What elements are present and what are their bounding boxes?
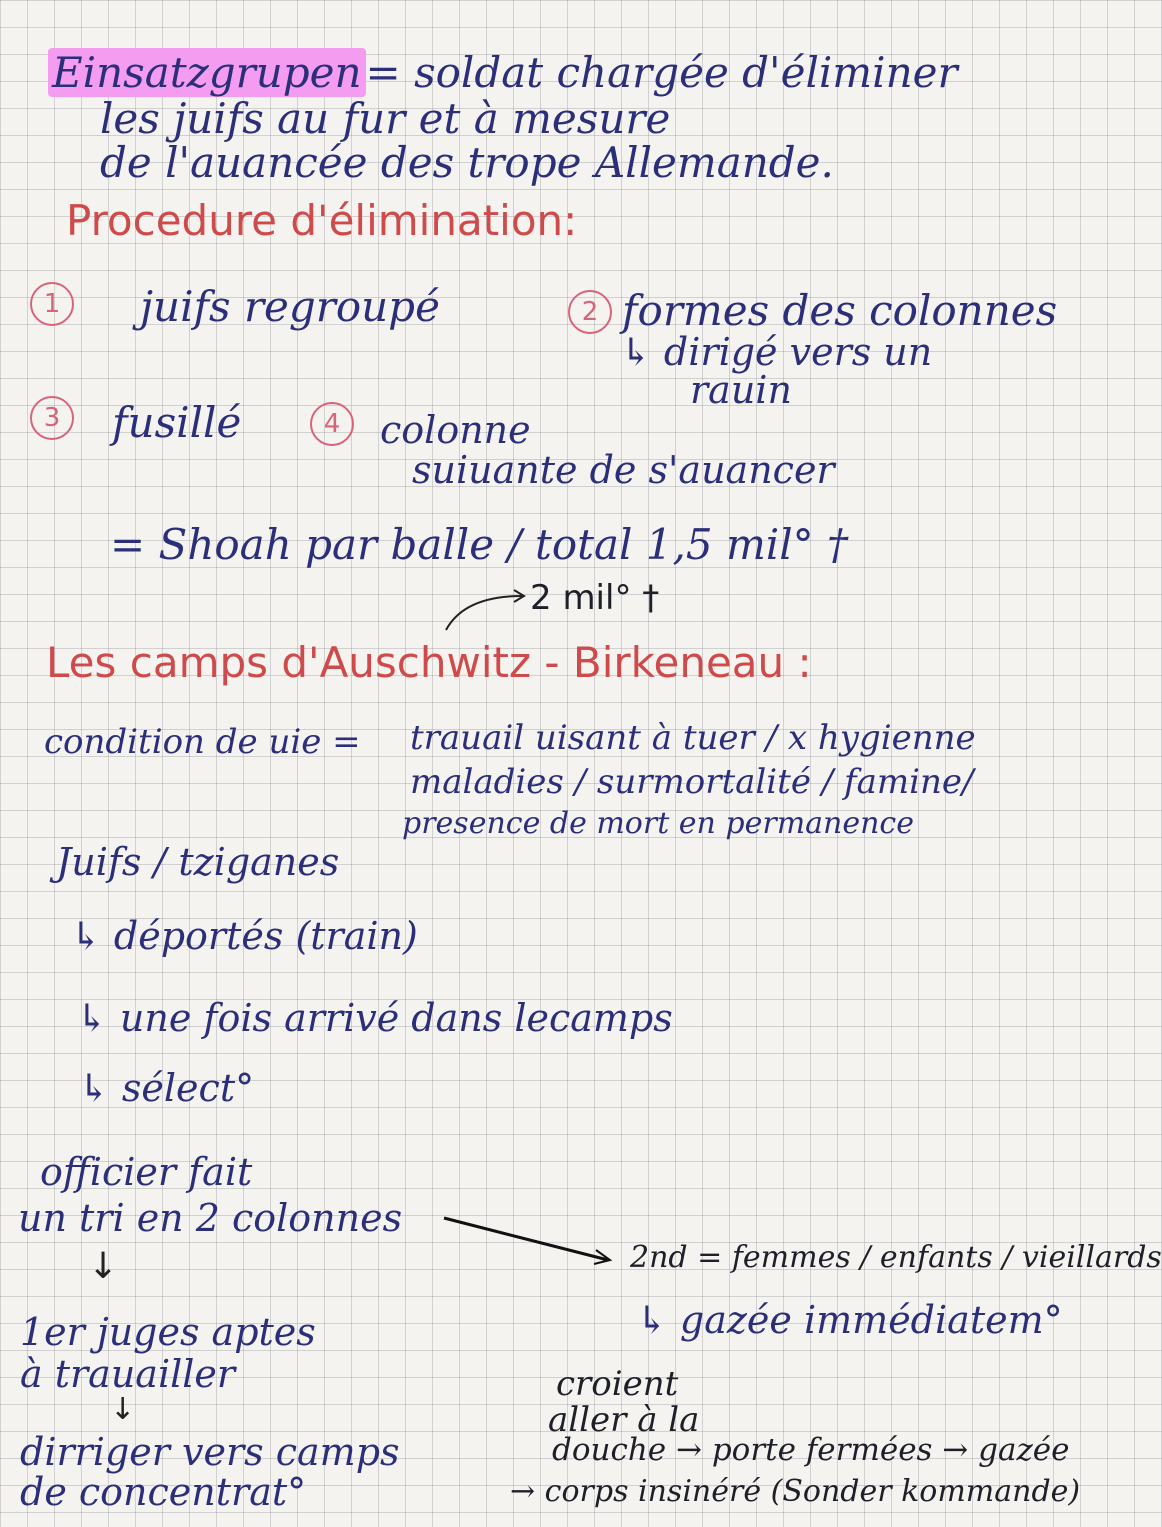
second-line-1: 2nd = femmes / enfants / vieillards xyxy=(630,1240,1162,1275)
shower-line-4: → corps insinéré (Sonder kommande) xyxy=(510,1474,1081,1509)
step-2-text-b: ↳ dirigé vers un xyxy=(620,330,933,374)
step-1-number: 1 xyxy=(30,282,74,326)
procedure-heading: Procedure d'élimination: xyxy=(66,196,578,245)
condition-label: condition de uie = xyxy=(44,722,361,762)
step-4-number: 4 xyxy=(310,402,354,446)
first-line-1: 1er juges aptes xyxy=(20,1310,316,1354)
step-3-number: 3 xyxy=(30,396,74,440)
first-line-2: à trauailler xyxy=(20,1352,236,1396)
down-arrow-icon: ↓ xyxy=(110,1392,136,1427)
second-line-2: ↳ gazée immédiatem° xyxy=(636,1298,1063,1342)
groups: Juifs / tziganes xyxy=(56,840,340,884)
step-2-text-c: rauin xyxy=(690,368,792,412)
note-arrow-icon xyxy=(440,574,530,634)
intro-definition: = soldat chargée d'éliminer xyxy=(365,48,958,97)
condition-line-3: presence de mort en permanence xyxy=(402,806,914,841)
step-4-text-b: suiuante de s'auancer xyxy=(412,448,835,492)
step-2-text-a: formes des colonnes xyxy=(622,286,1058,335)
flow-deported: ↳ déportés (train) xyxy=(70,914,418,958)
first-line-4: de concentrat° xyxy=(20,1470,307,1514)
officer-line-1: officier fait xyxy=(40,1150,253,1194)
intro-line-2: les juifs au fur et à mesure xyxy=(100,94,671,143)
shower-line-1: croient xyxy=(556,1364,679,1404)
flow-selection: ↳ sélect° xyxy=(78,1066,255,1110)
first-line-3: dirriger vers camps xyxy=(20,1430,400,1474)
shower-line-3: douche → porte fermées → gazée xyxy=(552,1432,1070,1468)
step-1-text: juifs regroupé xyxy=(140,282,440,331)
result-note: 2 mil° † xyxy=(530,578,660,618)
officer-line-2: un tri en 2 colonnes xyxy=(18,1196,403,1240)
einsatzgrupen-term: Einsatzgrupen xyxy=(48,48,366,97)
intro-line-3: de l'auancée des trope Allemande. xyxy=(100,138,834,187)
shoah-result: = Shoah par balle / total 1,5 mil° † xyxy=(110,520,848,569)
intro-line-1 xyxy=(48,48,958,97)
condition-line-2: maladies / surmortalité / famine/ xyxy=(410,762,974,802)
down-arrow-icon: ↓ xyxy=(88,1246,119,1287)
step-3-text: fusillé xyxy=(112,398,242,447)
camps-heading: Les camps d'Auschwitz - Birkeneau : xyxy=(46,638,812,687)
condition-line-1: trauail uisant à tuer / x hygienne xyxy=(410,718,976,758)
step-4-text-a: colonne xyxy=(380,408,531,452)
long-arrow-icon xyxy=(440,1210,620,1270)
flow-arrival: ↳ une fois arrivé dans lecamps xyxy=(76,996,673,1040)
shower-line-2: aller à la xyxy=(548,1400,700,1440)
step-2-number: 2 xyxy=(568,290,612,334)
